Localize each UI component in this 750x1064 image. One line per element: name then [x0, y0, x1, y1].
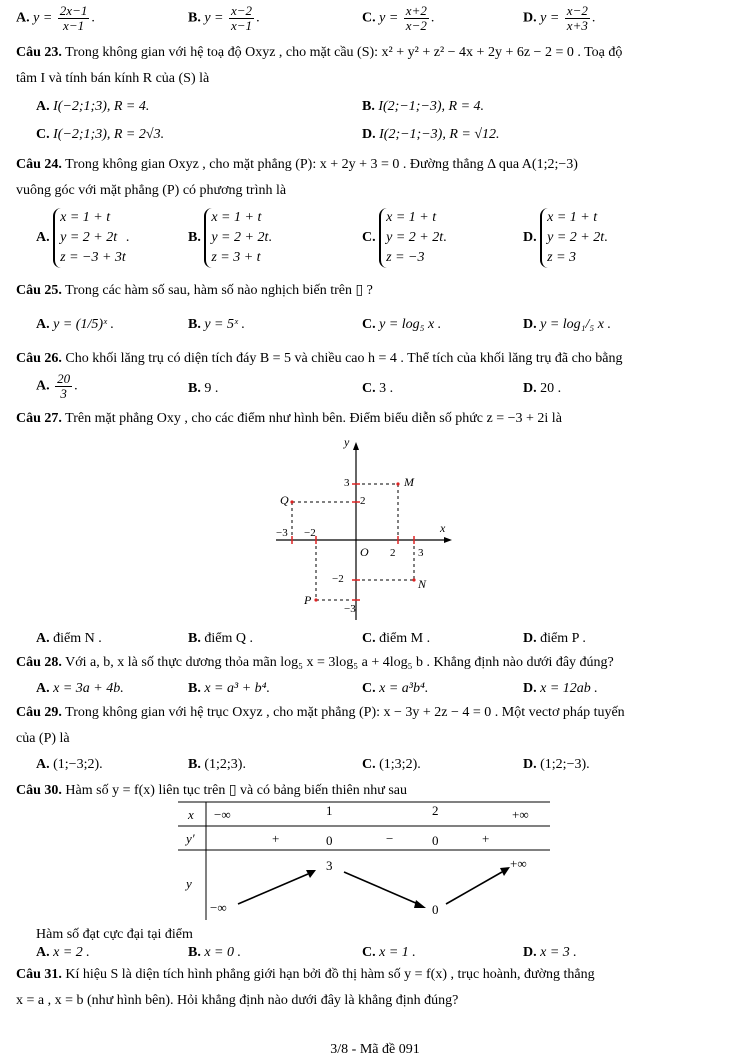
origin-label: O — [360, 545, 369, 559]
tick-marks — [292, 484, 414, 600]
q23-option-d[interactable]: D. I(2;−1;−3), R = √12. — [362, 127, 500, 142]
q29-stem-line-1: Câu 29. Trong không gian với hệ trục Oxyz , cho mặt phẳng (P): x − 3y + 2z − 4 = 0 . Một vectơ pháp tuyến — [16, 705, 625, 720]
equation-system: x = 1 + t y = 2 + 2t z = −3 + 3t — [53, 208, 126, 268]
q26-option-c[interactable]: C. 3 . — [362, 381, 394, 396]
q25-stem: Câu 25. Trong các hàm số sau, hàm số nào nghịch biến trên ▯ ? — [16, 283, 373, 298]
tick-label-x3: 3 — [418, 547, 424, 559]
fraction: $\frac{x+2}{x-2}$ — [405, 3, 427, 33]
q31-stem-line-2: x = a , x = b (như hình bên). Hỏi khẳng định nào dưới đây là khẳng định đúng? — [16, 993, 459, 1008]
q23-option-a[interactable]: A. I(−2;1;3), R = 4. — [36, 99, 150, 114]
q23-option-b[interactable]: B. I(2;−1;−3), R = 4. — [362, 99, 485, 114]
y-plus-inf: +∞ — [510, 856, 527, 871]
q22-option-c[interactable]: C. y = $\frac{x+2}{x-2}$ . — [362, 3, 435, 33]
q22-option-b[interactable]: B. y = $\frac{x-2}{x-1}$ . — [188, 3, 260, 33]
q31-stem-line-1: Câu 31. Kí hiệu S là diện tích hình phẳng giới hạn bởi đồ thị hàm số y = f(x) , trục hoành, đường thẳng — [16, 967, 595, 982]
header-y: y — [186, 876, 192, 891]
q28-stem: Câu 28. Với a, b, x là số thực dương thỏa mãn log₅ x = 3log₅ a + 4log₅ b . Khẳng định nào dưới đây đúng? — [16, 655, 614, 670]
label-N: N — [418, 577, 427, 591]
equation-system: x = 1 + t y = 2 + 2t z = 3 — [540, 208, 604, 268]
q29-option-b[interactable]: B. (1;2;3). — [188, 757, 246, 772]
q23-stem-line-2: tâm I và tính bán kính R của (S) là — [16, 71, 210, 86]
zero-1: 0 — [326, 833, 333, 848]
q27-option-c[interactable]: C. điểm M . — [362, 631, 431, 646]
q24-option-d[interactable]: D. x = 1 + t y = 2 + 2t z = 3 . — [523, 208, 608, 268]
q26-stem: Câu 26. Cho khối lăng trụ có diện tích đáy B = 5 và chiều cao h = 4 . Thể tích của khối lăng trụ đã cho bằng — [16, 351, 623, 366]
q30-option-d[interactable]: D. x = 3 . — [523, 945, 577, 960]
y-minus-inf: −∞ — [210, 900, 227, 915]
point-N — [412, 578, 415, 581]
q29-option-a[interactable]: A. (1;−3;2). — [36, 757, 103, 772]
q28-option-b[interactable]: B. x = a³ + b⁴. — [188, 681, 271, 696]
q27-option-a[interactable]: A. điểm N . — [36, 631, 102, 646]
tick-label-xm2: −2 — [304, 527, 316, 539]
y-3: 3 — [326, 858, 333, 873]
q24-option-c[interactable]: C. x = 1 + t y = 2 + 2t z = −3 . — [362, 208, 447, 268]
q29-option-d[interactable]: D. (1;2;−3). — [523, 757, 590, 772]
tick-label-ym3: −3 — [344, 603, 356, 615]
point-P — [314, 598, 317, 601]
label-M: M — [404, 475, 414, 489]
x-minus-inf: −∞ — [214, 807, 231, 822]
arrow-increase-2 — [446, 872, 502, 904]
points — [290, 482, 415, 601]
q30-followup: Hàm số đạt cực đại tại điểm — [36, 927, 193, 942]
q30-stem: Câu 30. Hàm số y = f(x) liên tục trên ▯ và có bảng biến thiên như sau — [16, 783, 408, 798]
q29-stem-line-2: của (P) là — [16, 731, 70, 746]
q30-option-c[interactable]: C. x = 1 . — [362, 945, 416, 960]
q23-option-c[interactable]: C. I(−2;1;3), R = 2√3. — [36, 127, 165, 142]
q22-option-a[interactable]: A. y = $\frac{2x-1}{x-1}$ . — [16, 3, 95, 33]
x-plus-inf: +∞ — [512, 807, 529, 822]
page-footer: 3/8 - Mã đề 091 — [330, 1042, 420, 1057]
x-2: 2 — [432, 803, 439, 818]
axis-label-x: x — [440, 521, 446, 535]
q24-option-a[interactable]: A. x = 1 + t y = 2 + 2t z = −3 + 3t . — [36, 208, 129, 268]
q30-option-a[interactable]: A. x = 2 . — [36, 945, 90, 960]
tick-label-xm3: −3 — [276, 527, 288, 539]
x-axis-arrow — [444, 537, 452, 543]
header-x: x — [188, 807, 194, 822]
q24-stem-line-1: Câu 24. Trong không gian Oxyz , cho mặt phẳng (P): x + 2y + 3 = 0 . Đường thẳng Δ qua A(1;2;−3) — [16, 157, 578, 172]
variation-table — [176, 800, 552, 924]
tick-label-y2: 2 — [360, 495, 366, 507]
q26-option-d[interactable]: D. 20 . — [523, 381, 562, 396]
q26-option-b[interactable]: B. 9 . — [188, 381, 219, 396]
y-0: 0 — [432, 902, 439, 917]
q23-stem-line-1: Câu 23. Trong không gian với hệ toạ độ Oxyz , cho mặt cầu (S): x² + y² + z² − 4x + 2y + 6z − 2 = 0 . Toạ độ — [16, 45, 623, 60]
sign-3: + — [482, 831, 490, 846]
equation-system: x = 1 + t y = 2 + 2t z = −3 — [379, 208, 443, 268]
complex-plane-figure — [270, 432, 460, 628]
q28-option-c[interactable]: C. x = a³b⁴. — [362, 681, 429, 696]
q25-option-a[interactable]: A. y = (1/5)ˣ . — [36, 317, 114, 332]
point-M — [396, 482, 399, 485]
fraction: $\frac{x-2}{x+3}$ — [566, 3, 588, 33]
arrow-head — [414, 900, 426, 908]
header-dy: y′ — [186, 831, 195, 846]
q25-option-d[interactable]: D. y = log₁/₅ x . — [523, 317, 612, 332]
sign-2: − — [386, 831, 394, 846]
q29-option-c[interactable]: C. (1;3;2). — [362, 757, 421, 772]
q27-option-d[interactable]: D. điểm P . — [523, 631, 586, 646]
q26-option-a[interactable]: A. $\frac{20}{3}$ . — [36, 371, 78, 401]
y-axis-arrow — [353, 442, 359, 450]
tick-label-ym2: −2 — [332, 573, 344, 585]
q24-stem-line-2: vuông góc với mặt phẳng (P) có phương trình là — [16, 183, 287, 198]
q28-option-d[interactable]: D. x = 12ab . — [523, 681, 598, 696]
arrow-increase-1 — [238, 874, 308, 904]
tick-label-x2: 2 — [390, 547, 396, 559]
sign-1: + — [272, 831, 280, 846]
q30-option-b[interactable]: B. x = 0 . — [188, 945, 242, 960]
arrow-decrease — [344, 872, 418, 904]
q27-option-b[interactable]: B. điểm Q . — [188, 631, 253, 646]
label-P: P — [304, 593, 312, 607]
fraction: $\frac{x-2}{x-1}$ — [231, 3, 253, 33]
q24-option-b[interactable]: B. x = 1 + t y = 2 + 2t z = 3 + t . — [188, 208, 272, 268]
equation-system: x = 1 + t y = 2 + 2t z = 3 + t — [204, 208, 268, 268]
label-Q: Q — [280, 493, 289, 507]
q28-option-a[interactable]: A. x = 3a + 4b. — [36, 681, 124, 696]
q25-option-c[interactable]: C. y = log₅ x . — [362, 317, 442, 332]
point-Q — [290, 500, 293, 503]
x-1: 1 — [326, 803, 333, 818]
q25-option-b[interactable]: B. y = 5ˣ . — [188, 317, 245, 332]
zero-2: 0 — [432, 833, 439, 848]
q22-option-d[interactable]: D. y = $\frac{x-2}{x+3}$ . — [523, 3, 596, 33]
axis-label-y: y — [344, 435, 350, 449]
q27-stem: Câu 27. Trên mặt phẳng Oxy , cho các điểm như hình bên. Điểm biểu diễn số phức z = −3 + 2i là — [16, 411, 562, 426]
fraction: $\frac{20}{3}$ — [57, 371, 71, 401]
tick-label-y3: 3 — [344, 477, 350, 489]
fraction: $\frac{2x-1}{x-1}$ — [59, 3, 88, 33]
